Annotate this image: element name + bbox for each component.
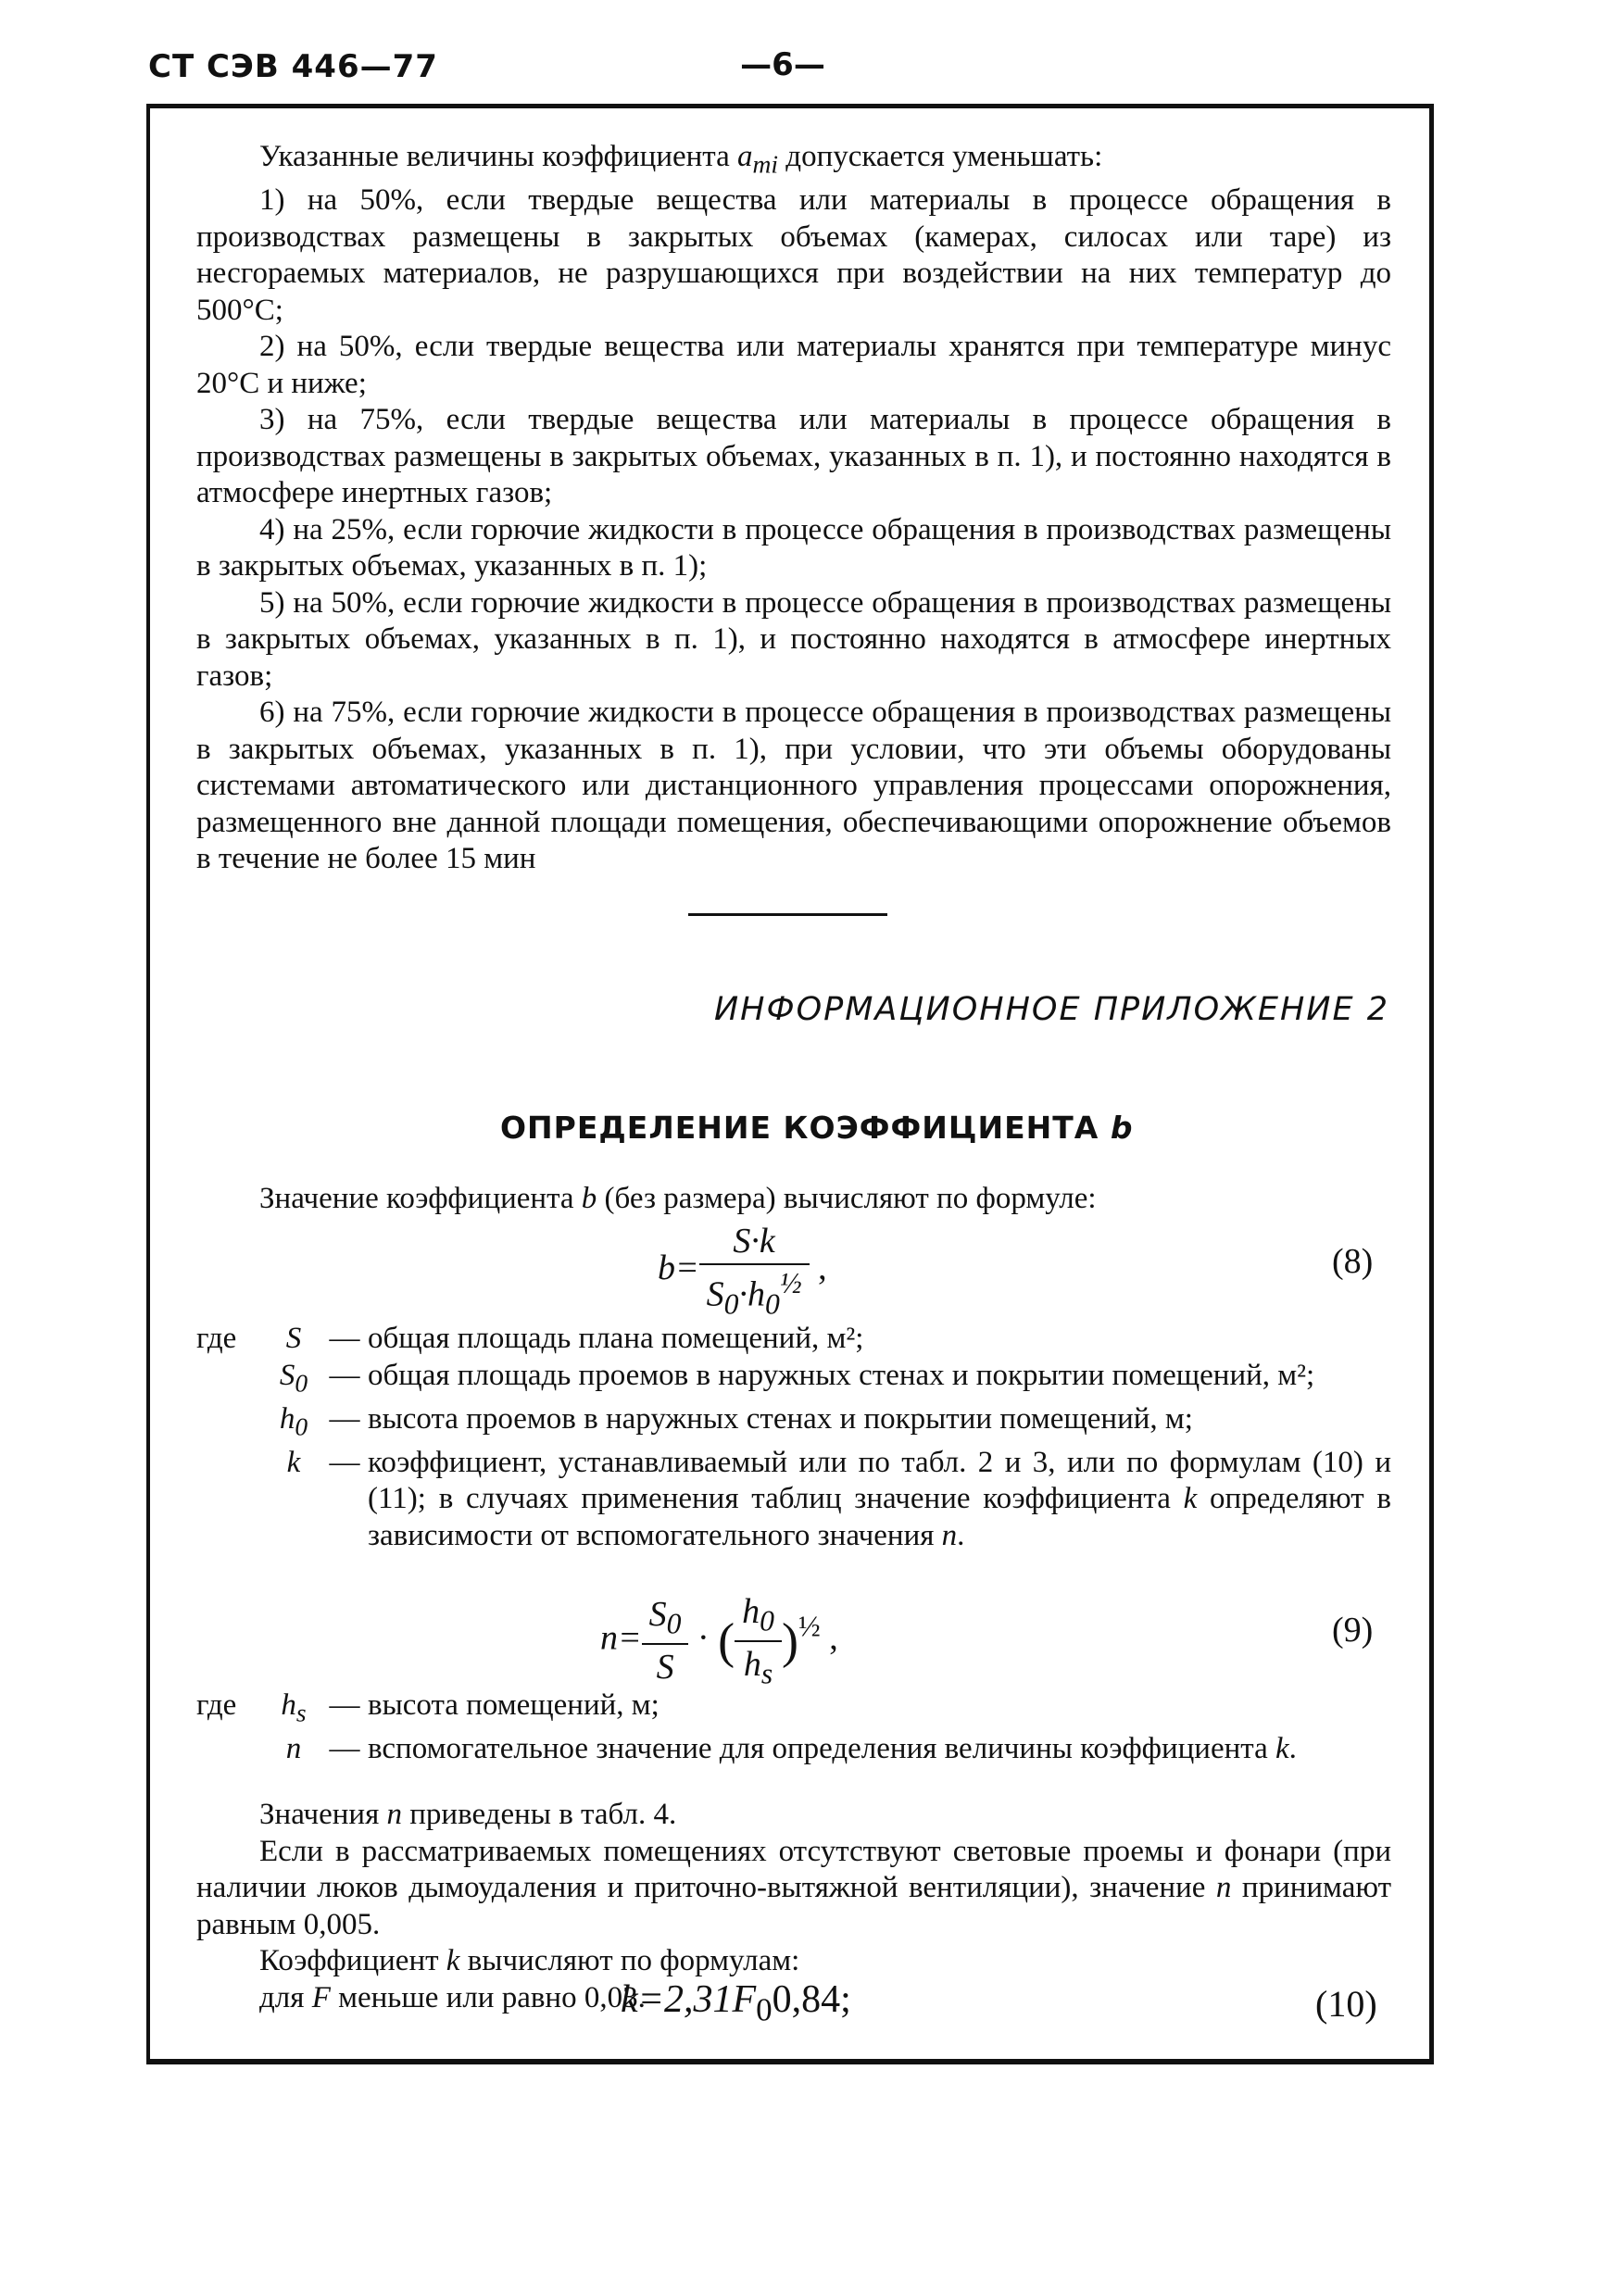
definition-text: высота проемов в наружных стенах и покрытии помещений, м; <box>368 1401 1193 1436</box>
eq8-denominator <box>699 1265 810 1321</box>
formula-intro-symbol: b <box>581 1182 597 1215</box>
eq8-lhs: b= <box>658 1248 699 1287</box>
eq9-fraction-2 <box>735 1591 782 1690</box>
eq9-num2-sub: 0 <box>760 1604 774 1637</box>
paragraph-no-openings <box>196 1834 1391 1944</box>
p4-text-b: меньше или равно 0,03. <box>330 1980 646 2014</box>
dash: — <box>329 1322 360 1355</box>
def-n-text-b: . <box>1288 1732 1297 1766</box>
symbol-sub: 0 <box>295 1411 308 1441</box>
section-title-text: ОПРЕДЕЛЕНИЕ КОЭФФИЦИЕНТА <box>500 1110 1099 1146</box>
definition-text <box>368 1445 1391 1555</box>
p3-text-b: вычисляют по формулам: <box>459 1944 800 1977</box>
symbol-sub: s <box>295 1698 307 1727</box>
def-k-text-a: коэффициент, устанавливаемый или по табл. 2 и 3, или по формулам (10) и (11); в случаях применения таблиц значение коэффициента <box>368 1445 1391 1516</box>
eq9-lhs: n= <box>600 1618 642 1658</box>
definition-lead <box>196 1358 266 1401</box>
symbol-text: h <box>279 1401 295 1436</box>
definition-h0 <box>196 1401 1391 1445</box>
eq9-rparen: ) <box>781 1612 798 1669</box>
reduction-list <box>196 139 1391 878</box>
def-n-symbol: k <box>1275 1732 1289 1766</box>
section-title <box>500 1110 1133 1146</box>
formula-intro <box>196 1181 1391 1218</box>
symbol-text: h <box>281 1688 296 1722</box>
equation-10 <box>621 1977 851 2028</box>
equation-8 <box>658 1221 827 1321</box>
formula-intro-text-end: (без размера) вычисляют по формуле: <box>597 1182 1097 1215</box>
definition-symbol <box>266 1687 321 1731</box>
eq9-num2 <box>735 1591 782 1642</box>
symbol-sub: 0 <box>295 1368 308 1398</box>
eq8-fraction <box>699 1221 810 1321</box>
def-k-text-c: . <box>957 1518 965 1552</box>
definition-hs <box>196 1687 1391 1731</box>
eq9-den2-sub: s <box>760 1657 773 1690</box>
list-item: 6) на 75%, если горючие жидкости в процессе обращения в производствах размещены в закрытых объемах, указанных в п. 1), при условии, что эти объемы оборудованы системами автоматического или дистанционного управления процессами опорожнения, размещенного вне данной площади помещения, обеспечивающими опорожнение объемов в течение не более 15 мин <box>196 696 1391 876</box>
list-item: 3) на 75%, если твердые вещества или материалы в процессе обращения в производствах размещены в закрытых объемах, указанных в п. 1), и постоянно находятся в атмосфере инертных газов; <box>196 403 1391 510</box>
dash: — <box>329 1358 360 1392</box>
p3-text-a: Коэффициент <box>259 1944 446 1977</box>
eq10-rest: 0,84; <box>772 1978 851 2021</box>
eq9-fraction-1 <box>642 1594 689 1687</box>
p1-text-a: Значения <box>259 1798 387 1831</box>
intro-symbol-sub: mi <box>752 149 779 179</box>
reduction-intro <box>196 139 1391 182</box>
formula-intro-text: Значение коэффициента <box>259 1182 582 1215</box>
p2-text-a: Если в рассматриваемых помещениях отсутствуют световые проемы и фонари (при наличии люков дымоудаления и приточно-вытяжной вентиляции), значение <box>196 1834 1391 1904</box>
eq8-den-h-sup: ½ <box>779 1267 802 1299</box>
eq9-num1 <box>642 1594 689 1645</box>
symbol-text: S <box>285 1322 302 1355</box>
eq10-f-sub: 0 <box>756 1991 773 2028</box>
page-number: —6— <box>740 46 825 83</box>
eq8-den-h-sub: 0 <box>764 1287 780 1321</box>
eq8-den-s: S <box>706 1274 724 1314</box>
definitions-list-2 <box>196 1687 1391 1768</box>
definition-symbol <box>266 1731 321 1768</box>
eq9-tail: , <box>820 1618 838 1658</box>
definition-n <box>196 1731 1391 1768</box>
dash: — <box>329 1732 360 1766</box>
eq10-lhs: k=2,31 <box>621 1978 733 2021</box>
equation-9-number: (9) <box>1332 1611 1374 1650</box>
equation-8-number: (8) <box>1332 1242 1374 1281</box>
definitions-list-1 <box>196 1321 1391 1554</box>
intro-text: Указанные величины коэффициента <box>259 140 738 173</box>
list-item: 2) на 50%, если твердые вещества или материалы хранятся при температуре минус 20°С и ниже; <box>196 330 1391 400</box>
equation-9 <box>600 1591 838 1690</box>
definition-symbol <box>266 1321 321 1358</box>
p2-symbol: n <box>1215 1871 1232 1904</box>
eq9-lparen: ( <box>718 1612 735 1669</box>
symbol-text: k <box>286 1445 301 1479</box>
paragraph-k-formulas <box>196 1943 1391 1980</box>
p4-text-a: для <box>259 1980 312 2014</box>
dash: — <box>329 1401 360 1436</box>
def-n-text-a: вспомогательное значение для определения величины коэффициента <box>368 1732 1275 1766</box>
eq9-den2-h: h <box>743 1644 761 1684</box>
eq10-f: F <box>732 1978 757 2021</box>
eq9-num1-s: S <box>648 1595 667 1635</box>
section-title-symbol: b <box>1110 1110 1134 1146</box>
definition-s0 <box>196 1358 1391 1401</box>
annex-label: ИНФОРМАЦИОННОЕ ПРИЛОЖЕНИЕ 2 <box>713 991 1389 1028</box>
def-k-text-b: определяют в зависимости от вспомогательного значения <box>368 1482 1391 1552</box>
document-code: СТ СЭВ 446—77 <box>148 48 438 85</box>
eq9-num1-sub: 0 <box>666 1607 682 1640</box>
eq8-den-s-sub: 0 <box>723 1287 739 1321</box>
definition-symbol <box>266 1358 321 1401</box>
intro-text-end: допускается уменьшать: <box>778 140 1103 173</box>
definition-text: общая площадь проемов в наружных стенах и покрытии помещений, м²; <box>368 1358 1315 1392</box>
eq9-den1: S <box>656 1647 674 1687</box>
p3-symbol: k <box>446 1944 460 1977</box>
definition-lead <box>196 1445 266 1555</box>
eq9-dot: · <box>697 1618 710 1658</box>
symbol-text: n <box>285 1732 302 1766</box>
paragraph-n-values <box>196 1797 1391 1834</box>
dash: — <box>329 1688 360 1722</box>
equation-10-number: (10) <box>1315 1983 1377 2025</box>
eq8-den-h: ·h <box>738 1274 765 1314</box>
list-item: 1) на 50%, если твердые вещества или материалы в процессе обращения в производствах размещены в закрытых объемах (камерах, силосах или таре) из несгораемых материалов, не разрушающихся при воздействии на них температур до 500°С; <box>196 183 1391 327</box>
intro-symbol: a <box>737 140 753 173</box>
definition-lead <box>196 1401 266 1445</box>
definition-lead <box>196 1731 266 1768</box>
p1-symbol: n <box>386 1798 403 1831</box>
def-k-symbol-2: n <box>941 1518 958 1552</box>
eq8-numerator: S·k <box>699 1221 810 1265</box>
definition-symbol <box>266 1401 321 1445</box>
eq9-exponent: ½ <box>798 1610 821 1643</box>
list-item: 5) на 50%, если горючие жидкости в процессе обращения в производствах размещены в закрытых объемах, указанных в п. 1), и постоянно находятся в атмосфере инертных газов; <box>196 585 1391 693</box>
definition-s <box>196 1321 1391 1358</box>
definition-text <box>368 1731 1391 1768</box>
definition-text: общая площадь плана помещений, м²; <box>368 1322 864 1355</box>
list-item: 4) на 25%, если горючие жидкости в процессе обращения в производствах размещены в закрытых объемах, указанных в п. 1); <box>196 512 1391 583</box>
p1-text-b: приведены в табл. 4. <box>402 1798 677 1831</box>
dash: — <box>329 1445 360 1479</box>
def-k-symbol: k <box>1183 1482 1198 1516</box>
eq9-den2 <box>735 1642 782 1691</box>
eq8-tail: , <box>809 1248 827 1287</box>
eq9-num2-h: h <box>742 1592 760 1631</box>
symbol-text: S <box>279 1358 295 1392</box>
definition-lead: где <box>196 1322 237 1355</box>
p4-symbol: F <box>311 1980 331 2014</box>
definition-lead: где <box>196 1688 237 1722</box>
definition-symbol <box>266 1445 321 1555</box>
definition-k <box>196 1445 1391 1555</box>
separator-rule <box>688 913 887 916</box>
definition-text: высота помещений, м; <box>368 1688 660 1722</box>
p2-text-b: принимают равным 0,005. <box>196 1871 1392 1941</box>
